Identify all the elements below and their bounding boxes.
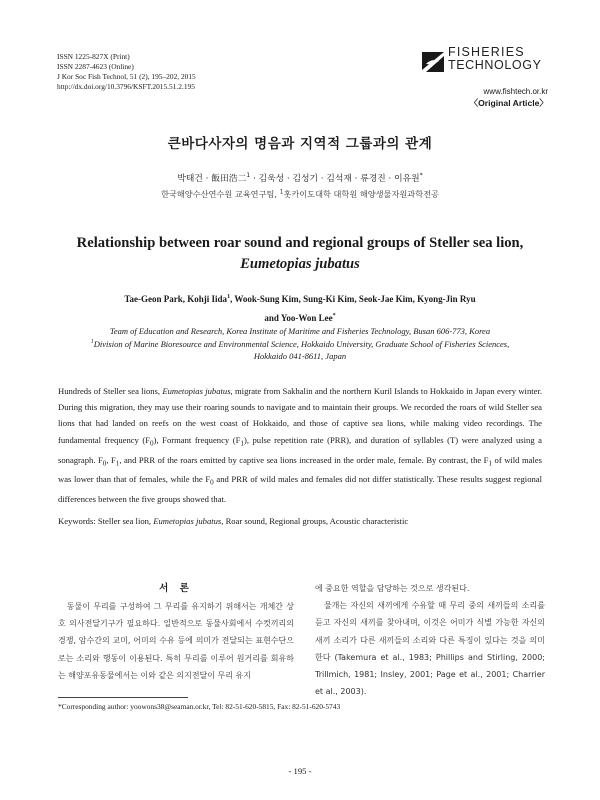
english-affiliation: Team of Education and Research, Korea Institute of Maritime and Fisheries Technology, Busan 606-773, Korea $^1$Division of Marine Bioresource and Environmental Science, Hokkaido University, Graduate School of Fisheries Sciences, Hokkaido 041-8611, Japan — [90, 326, 510, 361]
logo-text — [448, 46, 542, 72]
footnote-divider — [58, 697, 188, 698]
journal-logo — [420, 46, 550, 80]
journal-citation: J Kor Soc Fish Technol, 51 (2), 195–202, 2015 — [57, 72, 196, 81]
journal-meta — [57, 52, 196, 92]
logo-line-2: TECHNOLOGY — [448, 58, 542, 72]
keywords: Keywords: Steller sea lion, Eumetopias jubatus, Roar sound, Regional groups, Acoustic characteristic — [58, 516, 409, 526]
english-authors: Tae-Geon Park, Kohji Iida$^1$, Wook-Sung Kim, Sung-Ki Kim, Seok-Jae Kim, Kyong-Jin Ryu and Yoo-Won Lee* — [124, 294, 476, 323]
intro-paragraph-2: 물개는 자신의 새끼에게 수유할 때 무리 중의 새끼들의 소리를 듣고 자신의 새끼를 찾아내며, 이것은 어미가 식별 가능한 자신의 새끼 소리가 다른 새끼들의 소리와 다른 특징이 있다는 것을 의미한다 (Takemura et al., 1983; Phillips and Stirling, 2000; Trillmich, 1981; Insley, 2001; Page et al., 2001; Charrier et al., 2003). — [315, 601, 545, 697]
english-title — [40, 233, 560, 275]
korean-title: 큰바다사자의 명음과 지역적 그룹과의 관계 — [167, 136, 433, 152]
site-url[interactable]: www.fishtech.or.kr — [483, 87, 548, 96]
logo-line-1: FISHERIES — [448, 45, 525, 59]
article-type: 〈Original Article〉 — [469, 98, 548, 108]
korean-authors: 박태건 · 飯田浩二$^1$ · 김욱성 · 김성기 · 김석재 · 류경진 · 이유원* — [177, 172, 423, 184]
fish-logo-icon — [420, 48, 446, 74]
issn-print: ISSN 1225-827X (Print) — [57, 52, 130, 61]
english-title-line-1: Relationship between roar sound and regional groups of Steller sea lion, — [76, 235, 524, 251]
issn-online: ISSN 2287-4623 (Online) — [57, 62, 134, 71]
body-column-right — [315, 580, 545, 700]
intro-paragraph-1-cont: 에 중요한 역할을 담당하는 것으로 생각된다. — [315, 584, 470, 593]
korean-affiliation: 한국해양수산연수원 교육연구팀, $^1$홋카이도대학 대학원 해양생물자원과학전공 — [161, 188, 439, 199]
corresponding-author-footnote: *Corresponding author: yoowons38@seaman.or.kr, Tel: 82-51-620-5815, Fax: 82-51-620-5743 — [58, 702, 341, 711]
intro-paragraph-1: 동물이 무리를 구성하여 그 무리를 유지하기 위해서는 개체간 상호 의사전달기구가 필요하다. 일반적으로 동물사회에서 수컷끼리의 경쟁, 암수간의 교미, 어미의 수유 등에 의미가 전달되는 표현수단으로는 소리와 행동이 이용된다. 특히 무리를 이루어 원거리를 회유하는 해양포유동물에서는 이와 같은 의지전달이 무리 유지 — [58, 602, 294, 680]
page-number: - 195 - — [288, 766, 312, 776]
abstract: Hundreds of Steller sea lions, Eumetopias jubatus, migrate from Sakhalin and the northern Kuril Islands to Hokkaido in Japan every winter. During this migration, they may use their roaring sounds to navigate and to maintain their groups. We recorded the roars of wild Steller sea lions that had landed on reefs on the west coast of Hokkaido, and those of captive sea lions, while making video recordings. The fundamental frequency $(F_0)$, Formant frequency $(F_1)$, pulse repetition rate (PRR), and duration of syllables (T) were analyzed using a sonagraph. $F_0$, $F_1$, and PRR of the roars emitted by captive sea lions increased in the order male, female. By contrast, the $F_1$ of wild males was lower than that of females, while the $F_0$ and PRR of wild males and females did not differ statistically. These results suggest regional differences between the five groups showed that. — [58, 386, 543, 505]
section-heading-introduction: 서 론 — [159, 583, 193, 594]
english-title-species: Eumetopias jubatus — [240, 256, 360, 272]
doi-link[interactable]: http://dx.doi.org/10.3796/KSFT.2015.51.2.195 — [57, 82, 195, 91]
body-column-left — [58, 580, 294, 684]
